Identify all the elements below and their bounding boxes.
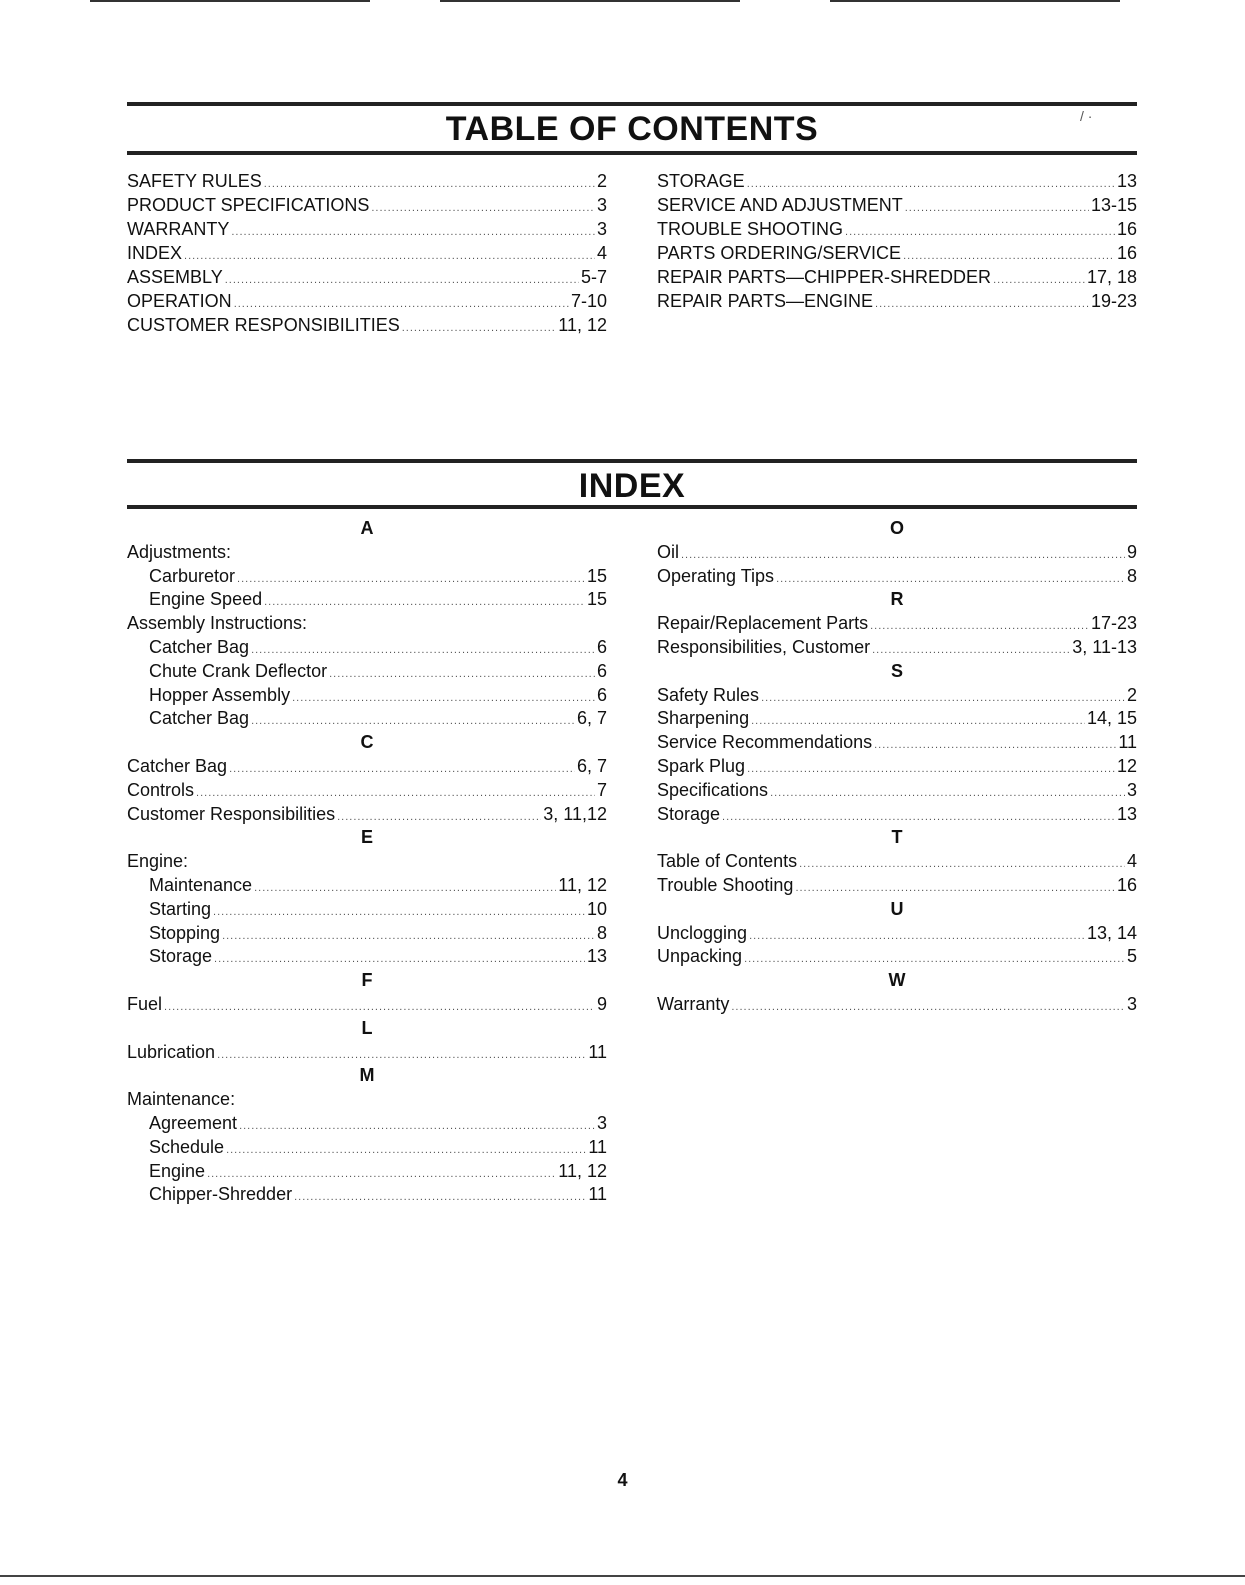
- entry-page: 11, 12: [558, 874, 607, 895]
- entry-page: 17-23: [1090, 613, 1137, 634]
- entry-label: Spark Plug: [657, 755, 746, 776]
- entry-label: ASSEMBLY: [127, 267, 223, 287]
- dot-leader: [905, 203, 1089, 214]
- index-entry: [657, 803, 1137, 827]
- index-letter-heading: S: [890, 660, 903, 681]
- index-letter-heading: L: [361, 1017, 373, 1038]
- dot-leader: [903, 251, 1115, 262]
- dot-leader: [874, 740, 1116, 751]
- entry-page: 3: [1126, 779, 1137, 800]
- entry-page: 13: [586, 946, 607, 967]
- entry-label: REPAIR PARTS—ENGINE: [657, 291, 874, 311]
- dot-leader: [214, 954, 585, 965]
- dot-leader: [337, 812, 541, 823]
- index-entry: [657, 636, 1137, 660]
- dot-leader: [776, 574, 1125, 585]
- entry-label: Table of Contents: [657, 851, 798, 872]
- dot-leader: [237, 574, 585, 585]
- entry-label: Stopping: [149, 922, 221, 943]
- dot-leader: [799, 859, 1125, 870]
- entry-label: Hopper Assembly: [149, 684, 291, 705]
- entry-page: 7: [596, 779, 607, 800]
- entry-page: 3: [1126, 993, 1137, 1014]
- index-entry: [127, 945, 607, 969]
- entry-label: Maintenance:: [127, 1089, 236, 1110]
- entry-page: 3: [596, 1112, 607, 1133]
- dot-leader: [744, 954, 1125, 965]
- index-letter-heading: U: [890, 898, 904, 919]
- index-entry: [657, 541, 1137, 565]
- entry-label: Storage: [149, 946, 213, 967]
- toc-title: TABLE OF CONTENTS: [445, 110, 819, 148]
- entry-page: 11: [588, 1041, 607, 1062]
- entry-page: 17, 18: [1086, 267, 1137, 287]
- index-entry: [657, 945, 1137, 969]
- dot-leader: [226, 1145, 586, 1156]
- entry-page: 5: [1126, 946, 1137, 967]
- entry-page: 11: [588, 1136, 607, 1157]
- dot-leader: [751, 716, 1085, 727]
- scan-edge-line: [90, 0, 370, 2]
- entry-label: Unpacking: [657, 946, 743, 967]
- index-entry: [657, 922, 1137, 946]
- index-letter-heading: T: [891, 827, 903, 848]
- dot-leader: [747, 179, 1115, 190]
- index-entry: [657, 755, 1137, 779]
- index-entry: [657, 731, 1137, 755]
- entry-label: Schedule: [149, 1136, 225, 1157]
- entry-page: 3, 11,12: [543, 803, 607, 824]
- index-entry: [127, 707, 607, 731]
- index-letter-heading: E: [360, 827, 373, 848]
- entry-page: 16: [1116, 874, 1137, 895]
- index-group-heading: [127, 1088, 607, 1112]
- entry-page: 3: [596, 219, 607, 239]
- entry-page: 10: [586, 898, 607, 919]
- entry-page: 6, 7: [576, 755, 607, 776]
- index-bottom-rule: [127, 505, 1137, 509]
- entry-label: STORAGE: [657, 171, 745, 191]
- dot-leader: [164, 1002, 595, 1013]
- entry-page: 15: [586, 589, 607, 610]
- toc-entry: [657, 290, 1137, 314]
- entry-page: 8: [1126, 565, 1137, 586]
- index-entry: [127, 1160, 607, 1184]
- toc-entry: [657, 170, 1137, 194]
- toc-entry: [657, 194, 1137, 218]
- entry-label: Engine Speed: [149, 589, 263, 610]
- entry-label: REPAIR PARTS—CHIPPER-SHREDDER: [657, 267, 992, 287]
- entry-page: 4: [596, 243, 607, 263]
- entry-label: Maintenance: [149, 874, 253, 895]
- entry-page: 9: [1126, 541, 1137, 562]
- dot-leader: [845, 227, 1115, 238]
- entry-label: INDEX: [127, 243, 183, 263]
- dot-leader: [870, 621, 1089, 632]
- index-entry: [127, 874, 607, 898]
- entry-label: WARRANTY: [127, 219, 230, 239]
- entry-page: 11: [1118, 732, 1137, 753]
- entry-label: Storage: [657, 803, 721, 824]
- index-entry: [127, 1136, 607, 1160]
- entry-page: 13: [1116, 803, 1137, 824]
- dot-leader: [747, 764, 1115, 775]
- dot-leader: [222, 931, 595, 942]
- index-entry: [127, 684, 607, 708]
- index-entry: [127, 1041, 607, 1065]
- entry-label: Customer Responsibilities: [127, 803, 336, 824]
- dot-leader: [264, 179, 595, 190]
- dot-leader: [371, 203, 595, 214]
- index-entry: [127, 660, 607, 684]
- index-letter-heading: W: [888, 970, 906, 991]
- index-letter-heading: A: [360, 518, 374, 538]
- scan-mark: / ·: [1080, 108, 1093, 124]
- toc-entry: [127, 266, 607, 290]
- index-entry: [127, 993, 607, 1017]
- entry-label: Engine: [149, 1160, 206, 1181]
- toc-entry: [127, 218, 607, 242]
- toc-entry: [127, 242, 607, 266]
- index-entry: [127, 588, 607, 612]
- index-entry: [127, 898, 607, 922]
- toc-entry: [657, 218, 1137, 242]
- entry-label: Lubrication: [127, 1041, 216, 1062]
- index-letter-heading: R: [890, 589, 904, 610]
- entry-label: PARTS ORDERING/SERVICE: [657, 243, 902, 263]
- entry-page: 6: [596, 636, 607, 657]
- dot-leader: [993, 275, 1085, 286]
- entry-page: 6: [596, 660, 607, 681]
- entry-label: Carburetor: [149, 565, 236, 586]
- entry-page: 16: [1116, 243, 1137, 263]
- entry-page: 6, 7: [576, 708, 607, 729]
- entry-label: Catcher Bag: [149, 708, 250, 729]
- dot-leader: [254, 883, 556, 894]
- dot-leader: [294, 1192, 586, 1203]
- entry-page: 11, 12: [558, 315, 607, 335]
- dot-leader: [217, 1050, 586, 1061]
- entry-label: Controls: [127, 779, 195, 800]
- page-number: 4: [617, 1470, 628, 1490]
- entry-label: Trouble Shooting: [657, 874, 794, 895]
- entry-label: CUSTOMER RESPONSIBILITIES: [127, 315, 400, 335]
- entry-label: Catcher Bag: [127, 755, 228, 776]
- entry-label: Agreement: [149, 1112, 238, 1133]
- entry-page: 13: [1116, 171, 1137, 191]
- entry-label: Unclogging: [657, 922, 748, 943]
- dot-leader: [229, 764, 575, 775]
- toc-entry: [657, 266, 1137, 290]
- entry-label: Service Recommendations: [657, 732, 873, 753]
- entry-page: 6: [596, 684, 607, 705]
- entry-label: Operating Tips: [657, 565, 775, 586]
- scan-edge-line: [830, 0, 1120, 2]
- entry-label: Responsibilities, Customer: [657, 636, 871, 657]
- entry-label: Chipper-Shredder: [149, 1184, 293, 1205]
- dot-leader: [795, 883, 1115, 894]
- dot-leader: [749, 931, 1085, 942]
- entry-page: 16: [1116, 219, 1137, 239]
- index-letter-heading: O: [889, 518, 904, 538]
- dot-leader: [239, 1121, 595, 1132]
- index-entry: [657, 850, 1137, 874]
- scan-edge-line: [0, 1575, 1245, 1577]
- index-letter-heading: M: [359, 1065, 375, 1086]
- entry-page: 12: [1116, 755, 1137, 776]
- index-letter-heading: F: [361, 970, 373, 991]
- entry-page: 11, 12: [558, 1160, 607, 1181]
- index-letter-heading: C: [360, 732, 374, 753]
- entry-page: 4: [1126, 851, 1137, 872]
- dot-leader: [875, 299, 1089, 310]
- dot-leader: [213, 907, 585, 918]
- index-entry: [127, 1183, 607, 1207]
- entry-label: Engine:: [127, 851, 189, 872]
- entry-page: 2: [1126, 684, 1137, 705]
- toc-top-rule: [127, 102, 1137, 106]
- dot-leader: [872, 645, 1070, 656]
- index-entry: [127, 1112, 607, 1136]
- entry-label: TROUBLE SHOOTING: [657, 219, 844, 239]
- index-entry: [127, 565, 607, 589]
- dot-leader: [264, 597, 585, 608]
- index-entry: [127, 803, 607, 827]
- toc-right-column: [657, 170, 1137, 314]
- index-right-column: [657, 517, 1137, 1017]
- toc-entry: [127, 314, 607, 338]
- dot-leader: [402, 323, 557, 334]
- entry-page: 13-15: [1090, 195, 1137, 215]
- entry-label: Chute Crank Deflector: [149, 660, 328, 681]
- entry-label: Oil: [657, 541, 679, 562]
- dot-leader: [329, 669, 595, 680]
- dot-leader: [196, 788, 595, 799]
- entry-label: Repair/Replacement Parts: [657, 613, 869, 634]
- dot-leader: [251, 645, 595, 656]
- entry-label: OPERATION: [127, 291, 232, 311]
- entry-page: 7-10: [570, 291, 607, 311]
- entry-page: 3: [596, 195, 607, 215]
- entry-page: 2: [596, 171, 607, 191]
- toc-entry: [127, 290, 607, 314]
- dot-leader: [722, 812, 1115, 823]
- entry-page: 9: [596, 993, 607, 1014]
- entry-page: 14, 15: [1086, 708, 1137, 729]
- entry-page: 3, 11-13: [1072, 636, 1137, 657]
- entry-label: Starting: [149, 898, 212, 919]
- toc-bottom-rule: [127, 151, 1137, 155]
- entry-label: SAFETY RULES: [127, 171, 262, 191]
- entry-label: Specifications: [657, 779, 769, 800]
- entry-label: SERVICE AND ADJUSTMENT: [657, 195, 903, 215]
- toc-left-column: [127, 170, 607, 338]
- entry-label: Catcher Bag: [149, 636, 250, 657]
- index-group-heading: [127, 541, 607, 565]
- dot-leader: [207, 1169, 556, 1180]
- entry-page: 8: [596, 922, 607, 943]
- index-top-rule: [127, 459, 1137, 463]
- dot-leader: [761, 693, 1125, 704]
- dot-leader: [770, 788, 1125, 799]
- dot-leader: [292, 693, 595, 704]
- entry-page: 11: [588, 1184, 607, 1205]
- index-entry: [657, 707, 1137, 731]
- dot-leader: [731, 1002, 1125, 1013]
- entry-label: Safety Rules: [657, 684, 760, 705]
- scan-edge-line: [440, 0, 740, 2]
- index-entry: [127, 755, 607, 779]
- dot-leader: [234, 299, 569, 310]
- index-left-column: [127, 517, 607, 1207]
- index-group-heading: [127, 612, 607, 636]
- index-entry: [657, 684, 1137, 708]
- entry-page: 5-7: [580, 267, 607, 287]
- index-entry: [127, 636, 607, 660]
- dot-leader: [184, 251, 595, 262]
- index-entry: [127, 922, 607, 946]
- toc-entry: [127, 170, 607, 194]
- entry-page: 19-23: [1090, 291, 1137, 311]
- index-title: INDEX: [578, 467, 686, 505]
- index-entry: [657, 874, 1137, 898]
- dot-leader: [225, 275, 579, 286]
- entry-page: 13, 14: [1086, 922, 1137, 943]
- index-entry: [127, 779, 607, 803]
- entry-label: Warranty: [657, 993, 730, 1014]
- index-entry: [657, 612, 1137, 636]
- entry-label: PRODUCT SPECIFICATIONS: [127, 195, 370, 215]
- index-entry: [657, 565, 1137, 589]
- dot-leader: [681, 550, 1125, 561]
- index-entry: [657, 779, 1137, 803]
- entry-label: Assembly Instructions:: [127, 613, 308, 634]
- entry-page: 15: [586, 565, 607, 586]
- entry-label: Sharpening: [657, 708, 750, 729]
- dot-leader: [251, 716, 575, 727]
- toc-entry: [657, 242, 1137, 266]
- entry-label: Fuel: [127, 993, 163, 1014]
- entry-label: Adjustments:: [127, 541, 232, 562]
- dot-leader: [231, 227, 595, 238]
- toc-entry: [127, 194, 607, 218]
- index-group-heading: [127, 850, 607, 874]
- index-entry: [657, 993, 1137, 1017]
